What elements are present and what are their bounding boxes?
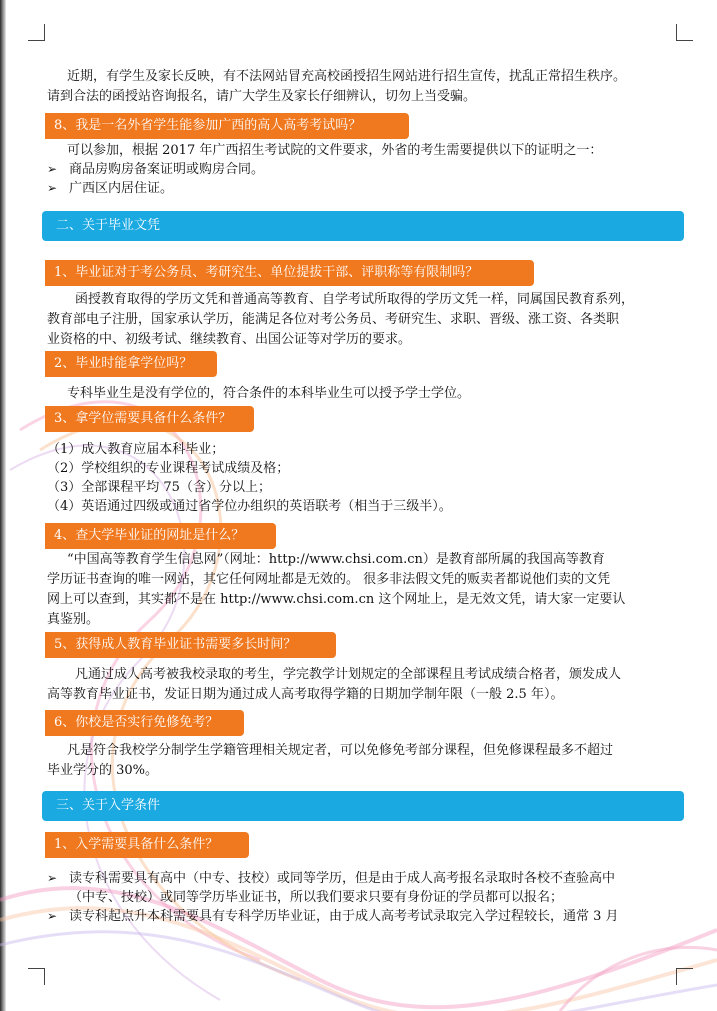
section-2-question-4-line-1: “中国高等教育学生信息网”（网址：http://www.chsi.com.cn）是教育部所属的我国高等教育	[67, 552, 605, 567]
bullet-icon: ➢	[47, 181, 58, 195]
bullet-item	[47, 868, 615, 889]
intro-line-2: 请到合法的函授站咨询报名，请广大学生及家长仔细辨认，切勿上当受骗。	[47, 89, 477, 104]
question-8-heading: 8、我是一名外省学生能参加广西的高人高考考试吗？	[45, 113, 409, 139]
condition-item-1: （1）成人教育应届本科毕业；	[47, 442, 225, 457]
section-2-question-1-line-2: 教育部电子注册，国家承认学历，能满足各位对考公务员、考研究生、求职、晋级、涨工资、各类职	[47, 312, 620, 327]
section-2-question-1-line-1: 函授教育取得的学历文凭和普通高等教育、自学考试所取得的学历文凭一样，同属国民教育系列，	[75, 292, 635, 307]
section-2-question-6-line-2: 毕业学分的 30%。	[47, 763, 159, 778]
bullet-text: 商品房购房备案证明或购房合同。	[69, 162, 265, 177]
section-2-question-3-heading: 3、拿学位需要具备什么条件？	[45, 406, 254, 432]
condition-item-3: （3）全部课程平均 75（含）分以上；	[47, 480, 271, 495]
condition-item-4: （4）英语通过四级或通过省学位办组织的英语联考（相当于三级半）。	[47, 499, 452, 514]
question-8-text: 可以参加，根据 2017 年广西招生考试院的文件要求，外省的考生需要提供以下的证明之一：	[67, 143, 603, 158]
section-2-question-5-line-2: 高等教育毕业证书，发证日期为通过成人高考取得学籍的日期加学制年限（一般 2.5 年）。	[47, 687, 564, 702]
section-3-heading: 三、关于入学条件	[42, 791, 684, 821]
section-2-question-4-line-2: 学历证书查询的唯一网站，其它任何网址都是无效的。 很多非法假文凭的贩卖者都说他们卖的文凭	[47, 572, 611, 587]
section-2-question-4-line-4: 真鉴别。	[47, 612, 100, 627]
bullet-icon: ➢	[47, 909, 58, 923]
bullet-item	[47, 159, 264, 180]
section-2-question-5-heading: 5、获得成人教育毕业证书需要多长时间？	[45, 632, 336, 658]
section-2-question-2-text: 专科毕业生是没有学位的，符合条件的本科毕业生可以授予学士学位。	[67, 386, 471, 401]
section-2-heading: 二、关于毕业文凭	[42, 211, 684, 241]
bullet-text: 读专科需要具有高中（中专、技校）或同等学历，但是由于成人高考报名录取时各校不查验高中	[69, 871, 616, 886]
section-2-question-4-heading: 4、查大学毕业证的网址是什么？	[45, 523, 276, 549]
section-2-question-6-line-1: 凡是符合我校学分制学生学籍管理相关规定者，可以免修免考部分课程，但免修课程最多不超过	[67, 743, 614, 758]
bullet-item	[47, 178, 173, 199]
condition-item-2: （2）学校组织的专业课程考试成绩及格；	[47, 461, 290, 476]
bullet-item	[47, 906, 619, 927]
section-2-question-4-line-3: 网上可以查到，其实都不是在 http://www.chsi.com.cn 这个网址上，是无效文凭，请大家一定要认	[47, 592, 626, 607]
section-2-question-5-line-1: 凡通过成人高考被我校录取的考生，学完教学计划规定的全部课程且考试成绩合格者，颁发成人	[75, 667, 622, 682]
intro-line-1: 近期，有学生及家长反映，有不法网站冒充高校函授招生网站进行招生宣传，扰乱正常招生秩序。	[67, 69, 627, 84]
bullet-icon: ➢	[47, 871, 58, 885]
section-2-question-2-heading: 2、毕业时能拿学位吗？	[45, 351, 217, 377]
section-3-question-1-heading: 1、入学需要具备什么条件？	[45, 832, 249, 858]
bullet-icon: ➢	[47, 162, 58, 176]
section-2-question-6-heading: 6、你校是否实行免修免考？	[45, 710, 244, 736]
bullet-text: 读专科起点升本科需要具有专科学历毕业证，由于成人高考考试录取完入学过程较长，通常 3 月	[69, 909, 619, 924]
section-2-question-1-heading: 1、毕业证对于考公务员、考研究生、单位提拔干部、评职称等有限制吗？	[45, 260, 534, 286]
section-2-question-1-line-3: 业资格的中、初级考试、继续教育、出国公证等对学历的要求。	[47, 332, 412, 347]
section-3-bullet-1-line-2: （中专、技校）或同等学历毕业证书，所以我们要求只要有身份证的学员都可以报名；	[69, 890, 564, 905]
bullet-text: 广西区内居住证。	[69, 181, 174, 196]
